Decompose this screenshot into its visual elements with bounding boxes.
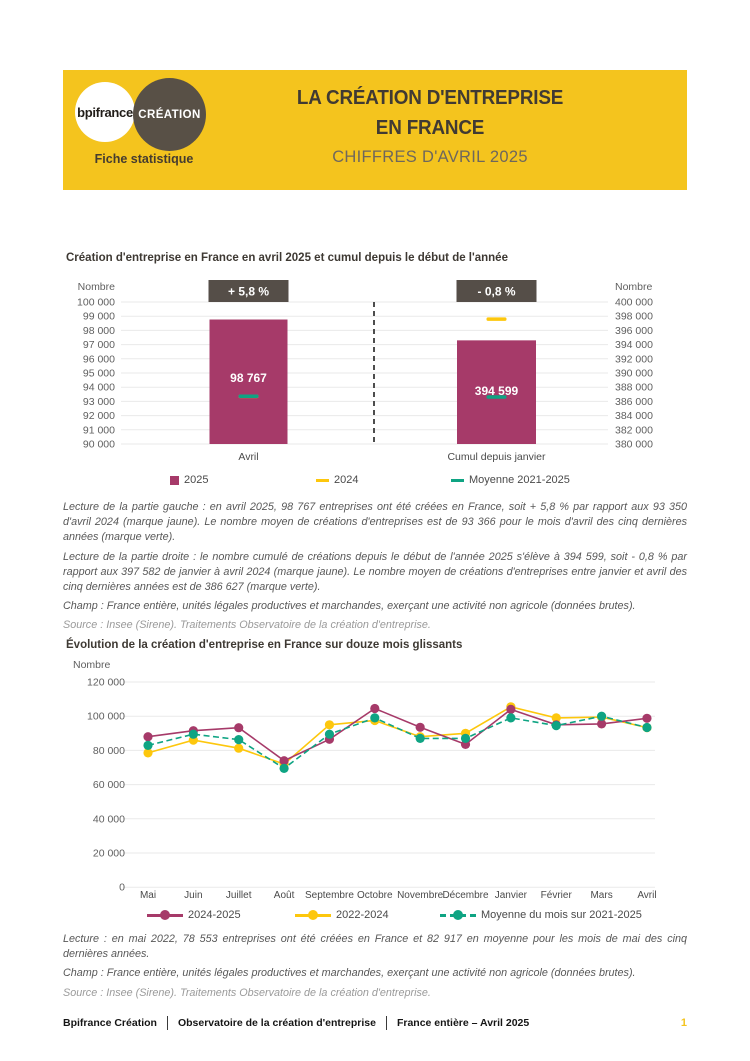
legend-label: 2022-2024 xyxy=(336,909,389,921)
bar-value-label: 98 767 xyxy=(230,371,267,385)
green-dashed-line-dot-swatch xyxy=(440,914,476,917)
svg-text:390 000: 390 000 xyxy=(615,367,653,380)
point-2024-2025 xyxy=(416,723,425,732)
line-chart-title: Évolution de la création d'entreprise en France sur douze mois glissants xyxy=(66,639,463,651)
svg-text:90 000: 90 000 xyxy=(82,438,115,451)
header-band xyxy=(63,70,687,190)
svg-text:Mai: Mai xyxy=(139,890,157,901)
mark-2024-1 xyxy=(487,317,507,321)
footer-divider xyxy=(167,1016,168,1030)
svg-text:Février: Février xyxy=(540,890,572,901)
footer-item-period: France entière – Avril 2025 xyxy=(396,1017,530,1029)
bar-chart-title: Création d'entreprise en France en avril 2025 et cumul depuis le début de l'année xyxy=(66,252,508,264)
svg-text:Juin: Juin xyxy=(184,890,203,901)
footer-item-observatoire: Observatoire de la création d'entreprise xyxy=(177,1017,376,1029)
svg-text:95 000: 95 000 xyxy=(82,367,115,380)
point-Moyenne-du-mois-sur-2021-2025 xyxy=(234,735,243,744)
svg-text:394 000: 394 000 xyxy=(615,339,653,352)
legend-item-2024-2025 xyxy=(147,909,241,921)
svg-text:388 000: 388 000 xyxy=(615,381,653,394)
svg-text:100 000: 100 000 xyxy=(87,710,125,723)
point-Moyenne-du-mois-sur-2021-2025 xyxy=(370,713,379,722)
point-Moyenne-du-mois-sur-2021-2025 xyxy=(597,712,606,721)
magenta-line-dot-swatch xyxy=(147,914,183,917)
source-text: Source : Insee (Sirene). Traitements Observatoire de la création d'entreprise. xyxy=(63,619,431,632)
point-Moyenne-du-mois-sur-2021-2025 xyxy=(189,730,198,739)
lecture-text: Lecture : en mai 2022, 78 553 entreprises ont été créées en France et 82 917 en moyenne pour les mois de mai des cinq dernières années. xyxy=(63,933,687,961)
svg-text:384 000: 384 000 xyxy=(615,410,653,423)
legend-item-moyenne xyxy=(451,474,570,486)
lecture-droite-text: Lecture de la partie droite : le nombre cumulé de créations depuis le début de l'année 2025 s'élève à 394 599, soit - 0,8 % par rapport aux 397 582 de janvier à avril 2024 (marque jaune). Le nombre moyen de créations d'entreprises entre janvier et avril des cinq dernières années est de 386 627 (marque verte). xyxy=(63,550,687,594)
footer-item-brand: Bpifrance Création xyxy=(63,1017,157,1029)
bpifrance-logo xyxy=(75,82,135,142)
champ-text: Champ : France entière, unités légales productives et marchandes, exerçant une activité non agricole (données brutes). xyxy=(63,967,636,980)
creation-logo xyxy=(133,78,206,151)
bpifrance-logo-text: bpifrance xyxy=(77,104,133,120)
bar-chart-notes xyxy=(63,500,687,634)
page-subtitle: CHIFFRES D'AVRIL 2025 xyxy=(332,148,528,166)
green-dash-swatch xyxy=(451,479,464,482)
yellow-dash-swatch xyxy=(316,479,329,482)
svg-text:Juillet: Juillet xyxy=(225,890,252,901)
legend-item-2025 xyxy=(170,474,208,486)
line-chart-notes xyxy=(63,932,687,1001)
svg-text:Nombre: Nombre xyxy=(73,659,111,671)
svg-text:396 000: 396 000 xyxy=(615,324,653,337)
page-number: 1 xyxy=(680,1017,687,1029)
svg-text:Octobre: Octobre xyxy=(357,890,393,901)
svg-text:98 000: 98 000 xyxy=(82,324,115,337)
point-Moyenne-du-mois-sur-2021-2025 xyxy=(325,730,334,739)
header-titles xyxy=(233,83,627,167)
point-Moyenne-du-mois-sur-2021-2025 xyxy=(642,723,651,732)
svg-text:94 000: 94 000 xyxy=(82,381,115,394)
svg-text:Nombre: Nombre xyxy=(615,281,653,293)
svg-text:Décembre: Décembre xyxy=(442,890,489,901)
mark-moyenne-0 xyxy=(239,394,259,398)
point-2022-2024 xyxy=(325,720,334,729)
point-Moyenne-du-mois-sur-2021-2025 xyxy=(279,764,288,773)
point-2024-2025 xyxy=(234,723,243,732)
point-Moyenne-du-mois-sur-2021-2025 xyxy=(461,734,470,743)
legend-item-2024 xyxy=(316,474,358,486)
svg-text:382 000: 382 000 xyxy=(615,424,653,437)
svg-text:Août: Août xyxy=(273,890,295,901)
point-Moyenne-du-mois-sur-2021-2025 xyxy=(552,721,561,730)
magenta-square-swatch xyxy=(170,476,179,485)
svg-text:+ 5,8 %: + 5,8 % xyxy=(227,284,270,299)
fiche-statistique-label: Fiche statistique xyxy=(94,152,194,166)
point-2024-2025 xyxy=(506,705,515,714)
bar-chart-legend xyxy=(63,474,687,490)
line-chart-legend xyxy=(63,909,687,925)
champ-text: Champ : France entière, unités légales productives et marchandes, exerçant une activité non agricole (données brutes). xyxy=(63,600,636,613)
lecture-gauche-text: Lecture de la partie gauche : en avril 2025, 98 767 entreprises ont été créées en France, soit + 5,8 % par rapport aux 93 350 d'avril 2024 (marque jaune). Le nombre moyen de créations d'entreprises est de 93 366 pour le mois d'avril des cinq dernières années (marque verte). xyxy=(63,501,687,544)
svg-text:Novembre: Novembre xyxy=(397,890,444,901)
legend-label: 2025 xyxy=(184,474,209,486)
page-footer xyxy=(63,1016,687,1030)
source-text: Source : Insee (Sirene). Traitements Observatoire de la création d'entreprise. xyxy=(63,986,431,999)
point-2024-2025 xyxy=(370,704,379,713)
svg-text:Janvier: Janvier xyxy=(494,890,528,901)
line-2022-2024 xyxy=(148,707,647,764)
svg-text:40 000: 40 000 xyxy=(92,813,125,826)
svg-text:Septembre: Septembre xyxy=(304,890,354,901)
svg-text:96 000: 96 000 xyxy=(82,353,115,366)
svg-text:Mars: Mars xyxy=(590,890,613,901)
creation-logo-text: CRÉATION xyxy=(138,108,201,121)
svg-text:Avril: Avril xyxy=(637,890,657,901)
yellow-line-dot-swatch xyxy=(295,914,331,917)
point-Moyenne-du-mois-sur-2021-2025 xyxy=(506,713,515,722)
point-2024-2025 xyxy=(143,732,152,741)
svg-text:120 000: 120 000 xyxy=(87,676,125,689)
page-title-line2: EN FRANCE xyxy=(375,116,485,139)
svg-text:380 000: 380 000 xyxy=(615,438,653,451)
svg-text:386 000: 386 000 xyxy=(615,395,653,408)
svg-text:0: 0 xyxy=(119,881,125,894)
legend-label: 2024-2025 xyxy=(188,909,241,921)
svg-text:93 000: 93 000 xyxy=(82,395,115,408)
svg-text:99 000: 99 000 xyxy=(82,310,115,323)
svg-text:100 000: 100 000 xyxy=(77,296,115,309)
svg-text:- 0,8 %: - 0,8 % xyxy=(477,284,516,299)
svg-text:92 000: 92 000 xyxy=(82,410,115,423)
point-2022-2024 xyxy=(234,744,243,753)
footer-divider xyxy=(386,1016,387,1030)
point-2024-2025 xyxy=(642,714,651,723)
svg-text:Nombre: Nombre xyxy=(77,281,115,293)
svg-text:97 000: 97 000 xyxy=(82,339,115,352)
monthly-bar-chart xyxy=(63,278,687,470)
legend-label: Moyenne 2021-2025 xyxy=(469,474,570,486)
svg-text:80 000: 80 000 xyxy=(92,744,125,757)
svg-text:400 000: 400 000 xyxy=(615,296,653,309)
point-Moyenne-du-mois-sur-2021-2025 xyxy=(143,741,152,750)
legend-item-2022-2024 xyxy=(295,909,389,921)
point-Moyenne-du-mois-sur-2021-2025 xyxy=(416,734,425,743)
legend-label: 2024 xyxy=(334,474,359,486)
svg-text:398 000: 398 000 xyxy=(615,310,653,323)
svg-text:Avril: Avril xyxy=(238,451,259,463)
legend-label: Moyenne du mois sur 2021-2025 xyxy=(481,909,642,921)
rolling-line-chart xyxy=(63,655,687,907)
svg-text:392 000: 392 000 xyxy=(615,353,653,366)
bar-value-label: 394 599 xyxy=(474,384,519,398)
svg-text:60 000: 60 000 xyxy=(92,779,125,792)
page-title-line1: LA CRÉATION D'ENTREPRISE xyxy=(296,86,564,109)
svg-text:91 000: 91 000 xyxy=(82,424,115,437)
svg-text:20 000: 20 000 xyxy=(92,847,125,860)
legend-item-moyenne-mois xyxy=(440,909,642,921)
svg-text:Cumul depuis janvier: Cumul depuis janvier xyxy=(447,451,546,463)
